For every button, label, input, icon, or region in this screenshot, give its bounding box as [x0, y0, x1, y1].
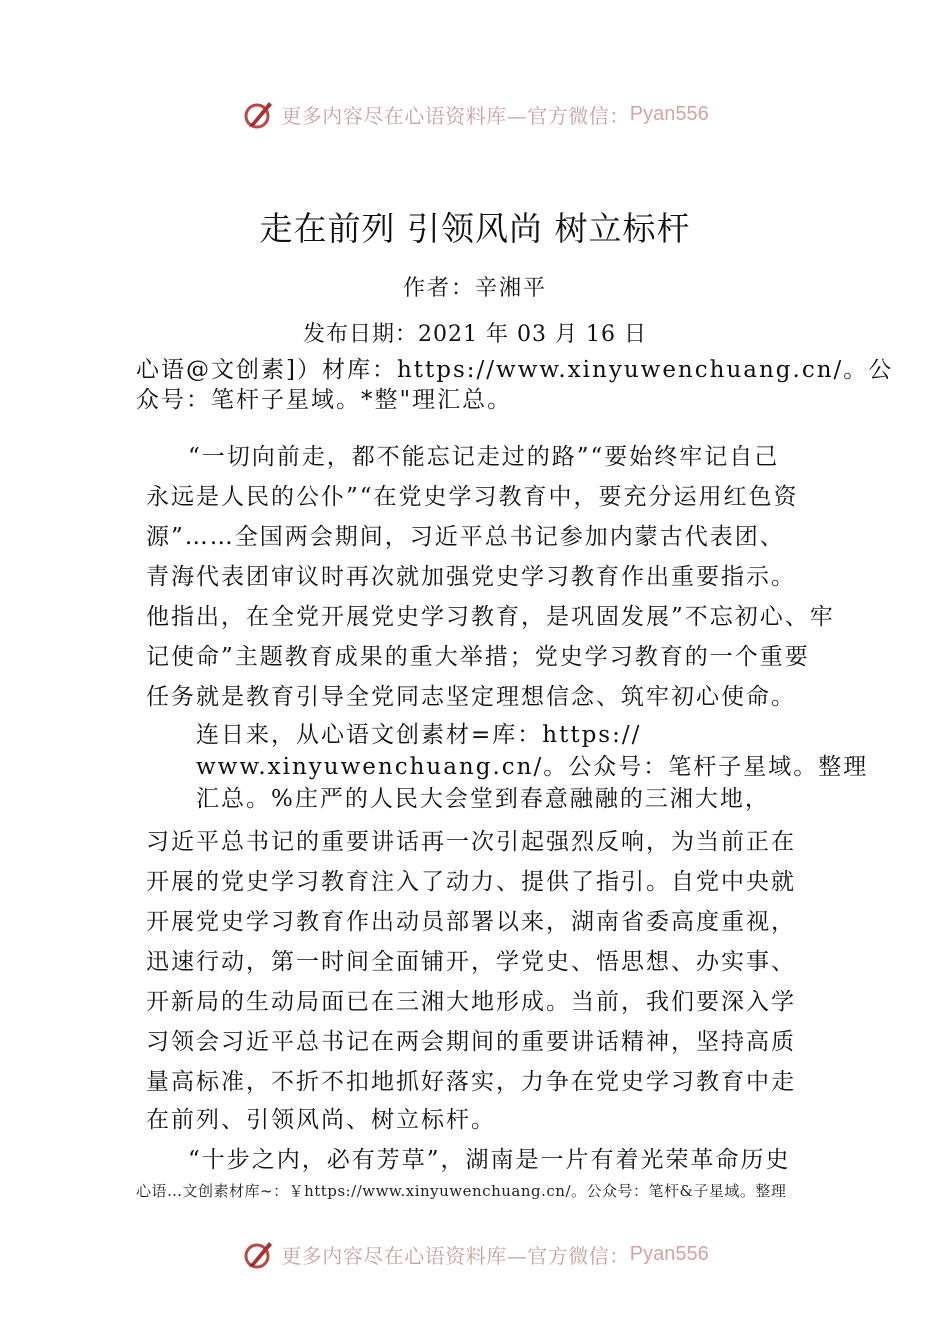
- body-line: www.xinyuwenchuang.cn/。公众号：笔杆子星域。整理: [196, 754, 869, 780]
- banner-text: 更多内容尽在心语资料库—官方微信：: [281, 1243, 630, 1268]
- body-line: 连日来，从心语文创素材=库：https://: [196, 722, 642, 748]
- body-line: 开展的党史学习教育注入了动力、提供了指引。自党中央就: [146, 869, 796, 895]
- quill-logo-icon: [241, 96, 277, 132]
- body-line: 迅速行动，第一时间全面铺开，学党史、悟思想、办实事、: [146, 949, 796, 975]
- body-line: “一切向前走，都不能忘记走过的路”“要始终牢记自己: [188, 444, 780, 470]
- banner-wechat-id: Pyan556: [629, 102, 709, 125]
- body-line: 汇总。%庄严的人民大会堂到春意融融的三湘大地，: [196, 786, 770, 812]
- body-line: 在前列、引领风尚、树立标杆。: [146, 1107, 496, 1133]
- body-line: “十步之内，必有芳草”，湖南是一片有着光荣革命历史: [188, 1147, 791, 1173]
- article-title: 走在前列 引领风尚 树立标杆: [259, 209, 691, 248]
- body-line: 习近平总书记的重要讲话再一次引起强烈反响，为当前正在: [146, 829, 796, 855]
- body-line: 众号：笔杆子星域。*整"理汇总。: [136, 387, 513, 413]
- publish-date: 发布日期：2021 年 03 月 16 日: [303, 322, 647, 347]
- footer-note: 心语…文创素材库~：￥https://www.xinyuwenchuang.cn/。公众号：笔杆&子星域。整理: [136, 1182, 787, 1200]
- body-line: 开展党史学习教育作出动员部署以来，湖南省委高度重视，: [146, 909, 796, 935]
- body-line: 习领会习近平总书记在两会期间的重要讲话精神，坚持高质: [146, 1029, 796, 1055]
- banner-wechat-id: Pyan556: [629, 1242, 709, 1265]
- footer-banner: [0, 1234, 950, 1274]
- body-line: 心语@文创素]）材库：https://www.xinyuwenchuang.cn/。公: [136, 357, 894, 383]
- body-line: 开新局的生动局面已在三湘大地形成。当前，我们要深入学: [146, 989, 796, 1015]
- article-author: 作者：辛湘平: [402, 276, 547, 301]
- body-line: 源”……全国两会期间，习近平总书记参加内蒙古代表团、: [146, 524, 785, 550]
- body-line: 他指出，在全党开展党史学习教育，是巩固发展”不忘初心、牢: [146, 604, 835, 630]
- body-line: 任务就是教育引导全党同志坚定理想信念、筑牢初心使命。: [146, 684, 796, 710]
- body-line: 永远是人民的公仆”“在党史学习教育中，要充分运用红色资: [146, 484, 799, 510]
- body-line: 记使命”主题教育成果的重大举措；党史学习教育的一个重要: [146, 644, 810, 670]
- header-banner: [0, 94, 950, 134]
- body-line: 量高标准，不折不扣地抓好落实，力争在党史学习教育中走: [146, 1069, 796, 1095]
- banner-text: 更多内容尽在心语资料库—官方微信：: [281, 103, 630, 128]
- quill-logo-icon: [241, 1236, 277, 1272]
- body-line: 青海代表团审议时再次就加强党史学习教育作出重要指示。: [146, 564, 796, 590]
